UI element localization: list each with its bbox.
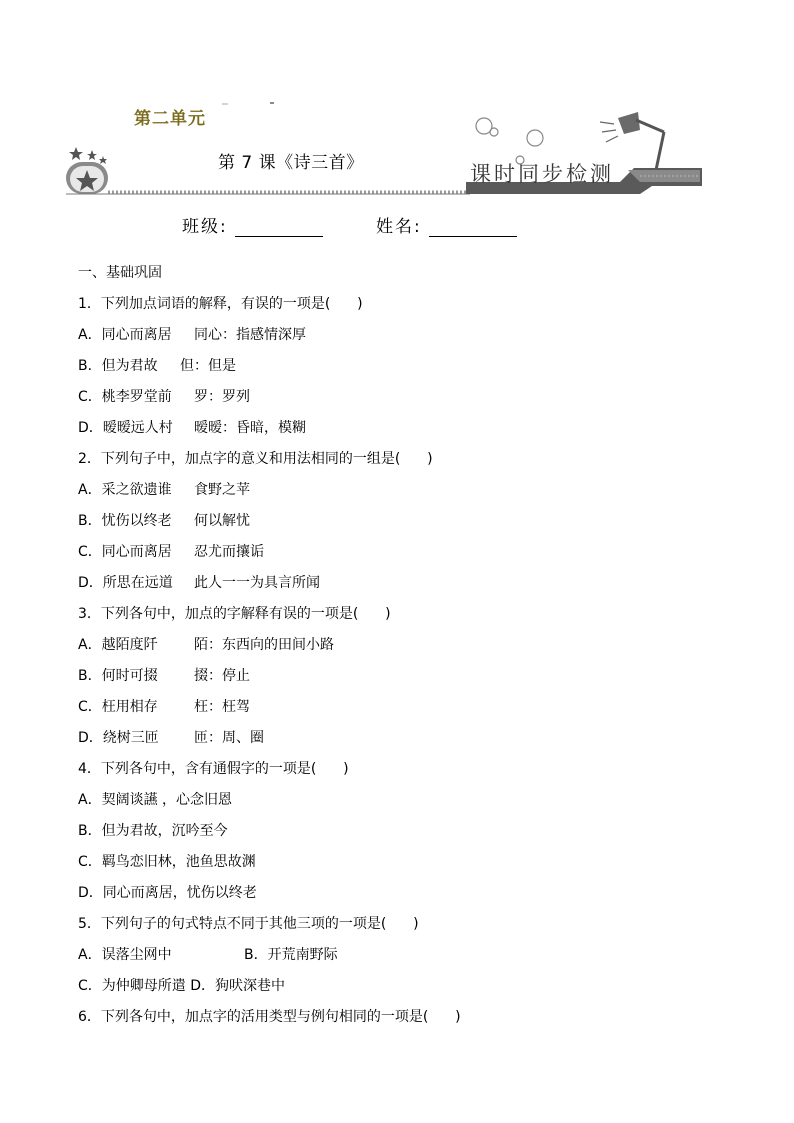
question-1-option-b <box>78 351 758 382</box>
question-4-stem: 4．下列各句中，含有通假字的一项是( ) <box>78 761 349 777</box>
header-banner <box>0 0 794 210</box>
question-4-option-c: C．羁鸟恋旧林，池鱼思故渊 <box>78 854 256 870</box>
option-text: D．狗吠深巷中 <box>190 978 286 994</box>
question-4-option-a: A．契阔谈讌 ，心念旧恩 <box>78 792 233 808</box>
option-text: D．绕树三匝 <box>78 730 159 746</box>
question-list <box>78 258 758 1033</box>
option-text: D．所思在远道 <box>78 575 173 591</box>
option-text: B．但为君故 <box>78 358 158 374</box>
question-3-option-d <box>78 723 758 754</box>
section-heading: 一、基础巩固 <box>78 265 162 281</box>
option-gloss: 忍尤而攘诟 <box>194 544 264 560</box>
question-3-option-c <box>78 692 758 723</box>
option-gloss: 掇：停止 <box>194 668 250 684</box>
question-5-options-ab <box>78 940 758 971</box>
option-text: A．越陌度阡 <box>78 637 158 653</box>
name-field <box>376 212 517 237</box>
question-2-option-d <box>78 568 758 599</box>
option-text: C．桃李罗堂前 <box>78 389 172 405</box>
option-text: B．何时可掇 <box>78 668 158 684</box>
question-2-stem: 2．下列句子中，加点字的意义和用法相同的一组是( ) <box>78 451 433 467</box>
option-text: C．枉用相存 <box>78 699 158 715</box>
option-gloss: 陌：东西向的田间小路 <box>194 637 334 653</box>
option-text: B．忧伤以终老 <box>78 513 172 529</box>
question-2-option-a <box>78 475 758 506</box>
option-gloss: 食野之苹 <box>194 482 250 498</box>
option-gloss: 同心：指感情深厚 <box>194 327 306 343</box>
question-5-stem: 5．下列句子的句式特点不同于其他三项的一项是( ) <box>78 916 419 932</box>
question-2-option-b <box>78 506 758 537</box>
question-3-option-b <box>78 661 758 692</box>
header-decoration-graphic <box>0 0 794 210</box>
star-badge-icon <box>66 147 108 194</box>
option-text: C．为仲卿母所遣 <box>78 978 186 994</box>
option-text: C．同心而离居 <box>78 544 172 560</box>
option-gloss: 罗：罗列 <box>194 389 250 405</box>
question-2-option-c <box>78 537 758 568</box>
question-1-option-d <box>78 413 758 444</box>
option-gloss: 何以解忧 <box>194 513 250 529</box>
option-text: D．暧暧远人村 <box>78 420 173 436</box>
question-3-option-a <box>78 630 758 661</box>
question-4-option-d: D．同心而离居，忧伤以终老 <box>78 885 257 901</box>
banner-title: 课时同步检测 <box>470 162 614 186</box>
question-4-option-b: B．但为君故，沉吟至今 <box>78 823 228 839</box>
option-gloss: 暧暧：昏暗，模糊 <box>194 420 306 436</box>
option-gloss: 匝：周、圈 <box>194 730 264 746</box>
class-field <box>182 212 323 237</box>
question-1-option-c <box>78 382 758 413</box>
option-text: A．误落尘网中 <box>78 947 172 963</box>
question-6-stem: 6．下列各句中，加点字的活用类型与例句相同的一项是( ) <box>78 1009 461 1025</box>
unit-title: 第二单元 <box>134 109 206 129</box>
name-blank[interactable] <box>429 218 517 237</box>
class-blank[interactable] <box>235 218 323 237</box>
option-text: A．采之欲遗谁 <box>78 482 172 498</box>
question-1-option-a <box>78 320 758 351</box>
option-gloss: 枉：枉驾 <box>194 699 250 715</box>
name-label: 姓名: <box>376 217 422 237</box>
question-5-options-cd <box>78 971 758 1002</box>
class-label: 班级: <box>182 217 228 237</box>
option-gloss: 但：但是 <box>180 358 236 374</box>
question-3-stem: 3．下列各句中，加点的字解释有误的一项是( ) <box>78 606 391 622</box>
question-1-stem: 1．下列加点词语的解释，有误的一项是( ) <box>78 296 363 312</box>
option-text: B．开荒南野际 <box>244 947 338 963</box>
option-text: A．同心而离居 <box>78 327 172 343</box>
option-gloss: 此人一一为具言所闻 <box>194 575 320 591</box>
lesson-title: 第 7 课《诗三首》 <box>218 153 364 173</box>
